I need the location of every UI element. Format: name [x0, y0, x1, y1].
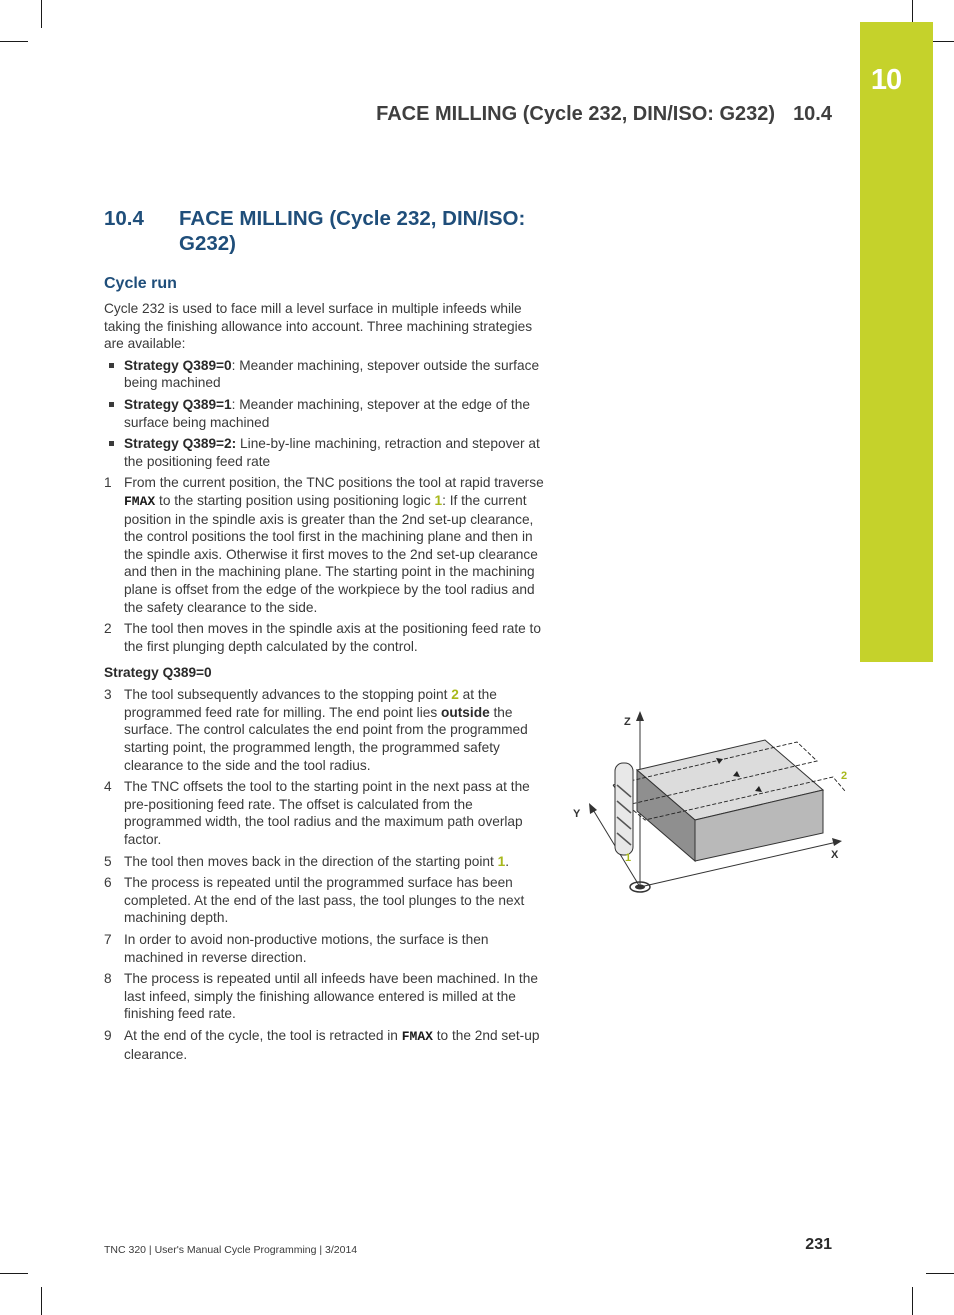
section-number: 10.4 [104, 207, 144, 230]
crop-mark [0, 1273, 28, 1274]
step-number: 3 [104, 687, 112, 703]
step-text: The tool then moves back in the direction of the starting point 1. [124, 853, 510, 869]
step-number: 2 [104, 621, 112, 637]
face-milling-figure [565, 705, 865, 905]
step-number: 5 [104, 853, 112, 869]
list-item [104, 357, 544, 392]
crop-mark [912, 1287, 913, 1315]
intro-paragraph: Cycle 232 is used to face mill a level surface in multiple infeeds while taking the finishing allowance into account. Three machining strategies are available: [104, 301, 533, 352]
list-item [104, 778, 544, 848]
z-arrow-icon [636, 711, 644, 721]
strategy-desc: : Meander machining, stepover outside the surface being machined [124, 357, 540, 391]
list-item [104, 874, 544, 927]
step-number: 1 [104, 475, 112, 491]
section-title-text: FACE MILLING (Cycle 232, DIN/ISO: G232) [179, 207, 526, 255]
list-item [104, 435, 544, 470]
crop-mark [926, 1273, 954, 1274]
running-header-title: FACE MILLING (Cycle 232, DIN/ISO: G232) [376, 103, 776, 125]
chapter-tab [860, 22, 933, 662]
section-title [104, 206, 544, 256]
crop-mark [41, 1287, 42, 1315]
running-header [376, 103, 832, 126]
steps-list-b [104, 686, 544, 1063]
bullet-square-icon [109, 402, 114, 407]
x-axis-label: X [831, 849, 839, 861]
step-text: The process is repeated until all infeeds have been machined. In the last infeed, simply the finishing allowance entered is milled at the finishing feed rate. [124, 971, 538, 1022]
x-arrow-icon [832, 838, 842, 846]
point-1-label: 1 [625, 852, 632, 864]
strategy-label: Strategy Q389=2: [124, 436, 237, 452]
point-ref: 2 [451, 687, 459, 703]
list-item [104, 970, 544, 1023]
milling-tool [615, 763, 633, 855]
list-item [104, 396, 544, 431]
step-text: At the end of the cycle, the tool is retracted in FMAX to the 2nd set-up clearance. [124, 1027, 540, 1062]
code-fmax: FMAX [401, 1028, 433, 1044]
bullet-square-icon [109, 441, 114, 446]
list-item [104, 931, 544, 966]
subheading-cycle-run: Cycle run [104, 275, 177, 292]
step-text: The process is repeated until the programmed surface has been completed. At the end of the last pass, the tool plunges to the next machining depth. [124, 875, 525, 926]
chapter-number: 10 [870, 64, 902, 96]
point-ref: 1 [497, 853, 506, 869]
step-text: The tool subsequently advances to the stopping point 2 at the programmed feed rate for milling. The end point lies outside the surface. The control calculates the end point from the programmed starting point, the programmed length, the programmed safety clearance to the side and the tool radius. [124, 687, 528, 773]
point-2-label: 2 [841, 770, 848, 782]
list-item [104, 474, 544, 616]
crop-mark [0, 41, 28, 42]
y-axis-label: Y [573, 808, 581, 820]
page-number: 231 [805, 1236, 832, 1253]
main-content [104, 206, 544, 1067]
strategy-label: Strategy Q389=0 [124, 357, 232, 373]
strategy-heading: Strategy Q389=0 [104, 665, 212, 681]
step-number: 9 [104, 1027, 112, 1043]
list-item [104, 1027, 544, 1063]
bullet-square-icon [109, 363, 114, 368]
running-header-section: 10.4 [793, 103, 832, 125]
strategy-list [104, 357, 544, 471]
step-number: 6 [104, 875, 112, 891]
step-number: 4 [104, 779, 112, 795]
crop-mark [41, 0, 42, 28]
list-item [104, 853, 544, 871]
step-text: From the current position, the TNC positions the tool at rapid traverse FMAX to the starting position using positioning logic 1: If the current position in the spindle axis is greater than the 2nd set-up clearance, the control positions the tool first in the machining plane and then in the spindle axis. Otherwise it first moves to the 2nd set-up clearance and then in the machining plane. The starting point in the machining plane is offset from the edge of the workpiece by the tool radius and the safety clearance to the side. [124, 475, 544, 615]
strategy-desc: : Meander machining, stepover at the edge of the surface being machined [124, 396, 530, 430]
list-item [104, 620, 544, 655]
step-text: In order to avoid non-productive motions, the surface is then machined in reverse direction. [124, 932, 489, 965]
steps-list-a [104, 474, 544, 655]
strategy-label: Strategy Q389=1 [124, 396, 232, 412]
point-ref: 1 [434, 492, 443, 508]
footer-text: TNC 320 | User's Manual Cycle Programming | 3/2014 [104, 1244, 358, 1256]
list-item [104, 686, 544, 774]
y-arrow-icon [589, 803, 597, 814]
step-number: 7 [104, 932, 112, 947]
strategy-desc: Line-by-line machining, retraction and stepover at the positioning feed rate [124, 436, 540, 469]
code-fmax: FMAX [124, 493, 156, 509]
z-axis-label: Z [624, 716, 631, 728]
step-text: The tool then moves in the spindle axis at the positioning feed rate to the first plunging depth calculated by the control. [124, 621, 541, 654]
step-text: The TNC offsets the tool to the starting point in the next pass at the pre-positioning feed rate. The offset is calculated from the programmed width, the tool radius and the maximum path overlap factor. [124, 779, 530, 848]
step-number: 8 [104, 971, 112, 987]
